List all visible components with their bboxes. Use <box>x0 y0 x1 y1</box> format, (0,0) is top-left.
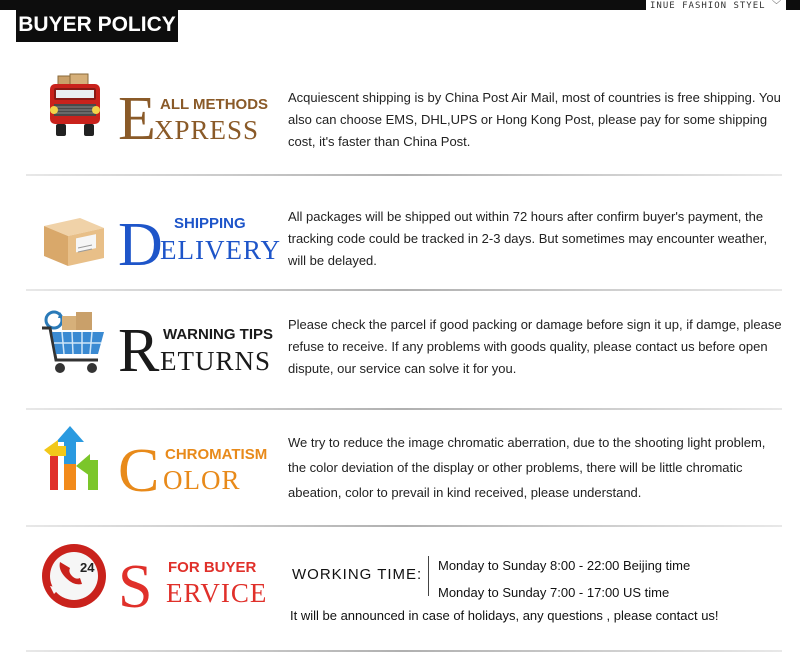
policy-row-service <box>26 534 782 644</box>
section-text-color: We try to reduce the image chromatic aberration, due to the shooting light problem, the color deviation of the display or other problems, there will be little chromatic abeation, color to prevail in kind received, please understand. <box>288 435 766 500</box>
holiday-notice: It will be announced in case of holidays, any questions , please contact us! <box>290 608 719 623</box>
section-heading-returns: WARNING TIPS <box>163 326 274 343</box>
section-divider <box>26 289 782 291</box>
chevron-down-icon: ﹀ <box>771 1 782 11</box>
section-title-delivery: ELIVERY <box>160 235 281 265</box>
parcel-box-icon <box>40 206 108 274</box>
working-time-bracket <box>428 556 434 596</box>
page-title: BUYER POLICY <box>16 8 178 42</box>
policy-row-color <box>26 416 782 520</box>
shopping-cart-icon <box>40 308 108 376</box>
svg-text:24: 24 <box>80 560 95 575</box>
section-heading-express: ALL METHODS <box>160 96 269 113</box>
section-divider <box>26 525 782 527</box>
section-initial-color: C <box>118 437 160 505</box>
section-heading-service: FOR BUYER <box>168 559 257 576</box>
section-initial-express: E <box>118 85 156 153</box>
section-title-service: ERVICE <box>166 578 268 608</box>
working-hours-list <box>438 552 690 606</box>
section-divider <box>26 174 782 176</box>
section-initial-delivery: D <box>118 211 163 279</box>
section-text-returns: Please check the parcel if good packing or damage before sign it up, if damge, please refuse to receive. If any problems with goods quality, please contact us before open dispute, our service can solve it for you. <box>288 317 782 376</box>
section-heading-color: CHROMATISM <box>165 446 268 463</box>
section-divider <box>26 650 782 652</box>
section-title-express: XPRESS <box>154 115 260 145</box>
section-divider <box>26 408 782 410</box>
section-initial-returns: R <box>118 317 160 385</box>
section-text-express: Acquiescent shipping is by China Post Air Mail, most of countries is free shipping. You also can choose EMS, DHL,UPS or Hong Kong Post, please pay for some shipping cost, it's faster than China Post. <box>288 90 781 149</box>
section-initial-service: S <box>118 553 153 621</box>
brand-label <box>646 0 786 12</box>
delivery-truck-icon <box>40 72 108 140</box>
colorful-arrows-icon <box>40 424 108 492</box>
policy-row-delivery <box>26 184 782 288</box>
section-heading-delivery: SHIPPING <box>174 215 246 232</box>
24h-clock-icon <box>40 542 108 610</box>
policy-row-returns <box>26 300 782 404</box>
brand-text: INUE FASHION STYEL <box>650 1 766 11</box>
working-hours-beijing: Monday to Sunday 8:00 - 22:00 Beijing time <box>438 558 691 573</box>
working-hours-us: Monday to Sunday 7:00 - 17:00 US time <box>438 585 670 600</box>
section-text-delivery: All packages will be shipped out within 72 hours after confirm buyer's payment, the tracking code could be tracked in 2-3 days. But sometimes may encounter weather, will be delayed. <box>288 209 768 268</box>
policy-row-express <box>26 64 782 168</box>
working-time-label: WORKING TIME: <box>292 566 423 583</box>
section-title-returns: ETURNS <box>160 346 272 376</box>
section-title-color: OLOR <box>163 465 241 495</box>
